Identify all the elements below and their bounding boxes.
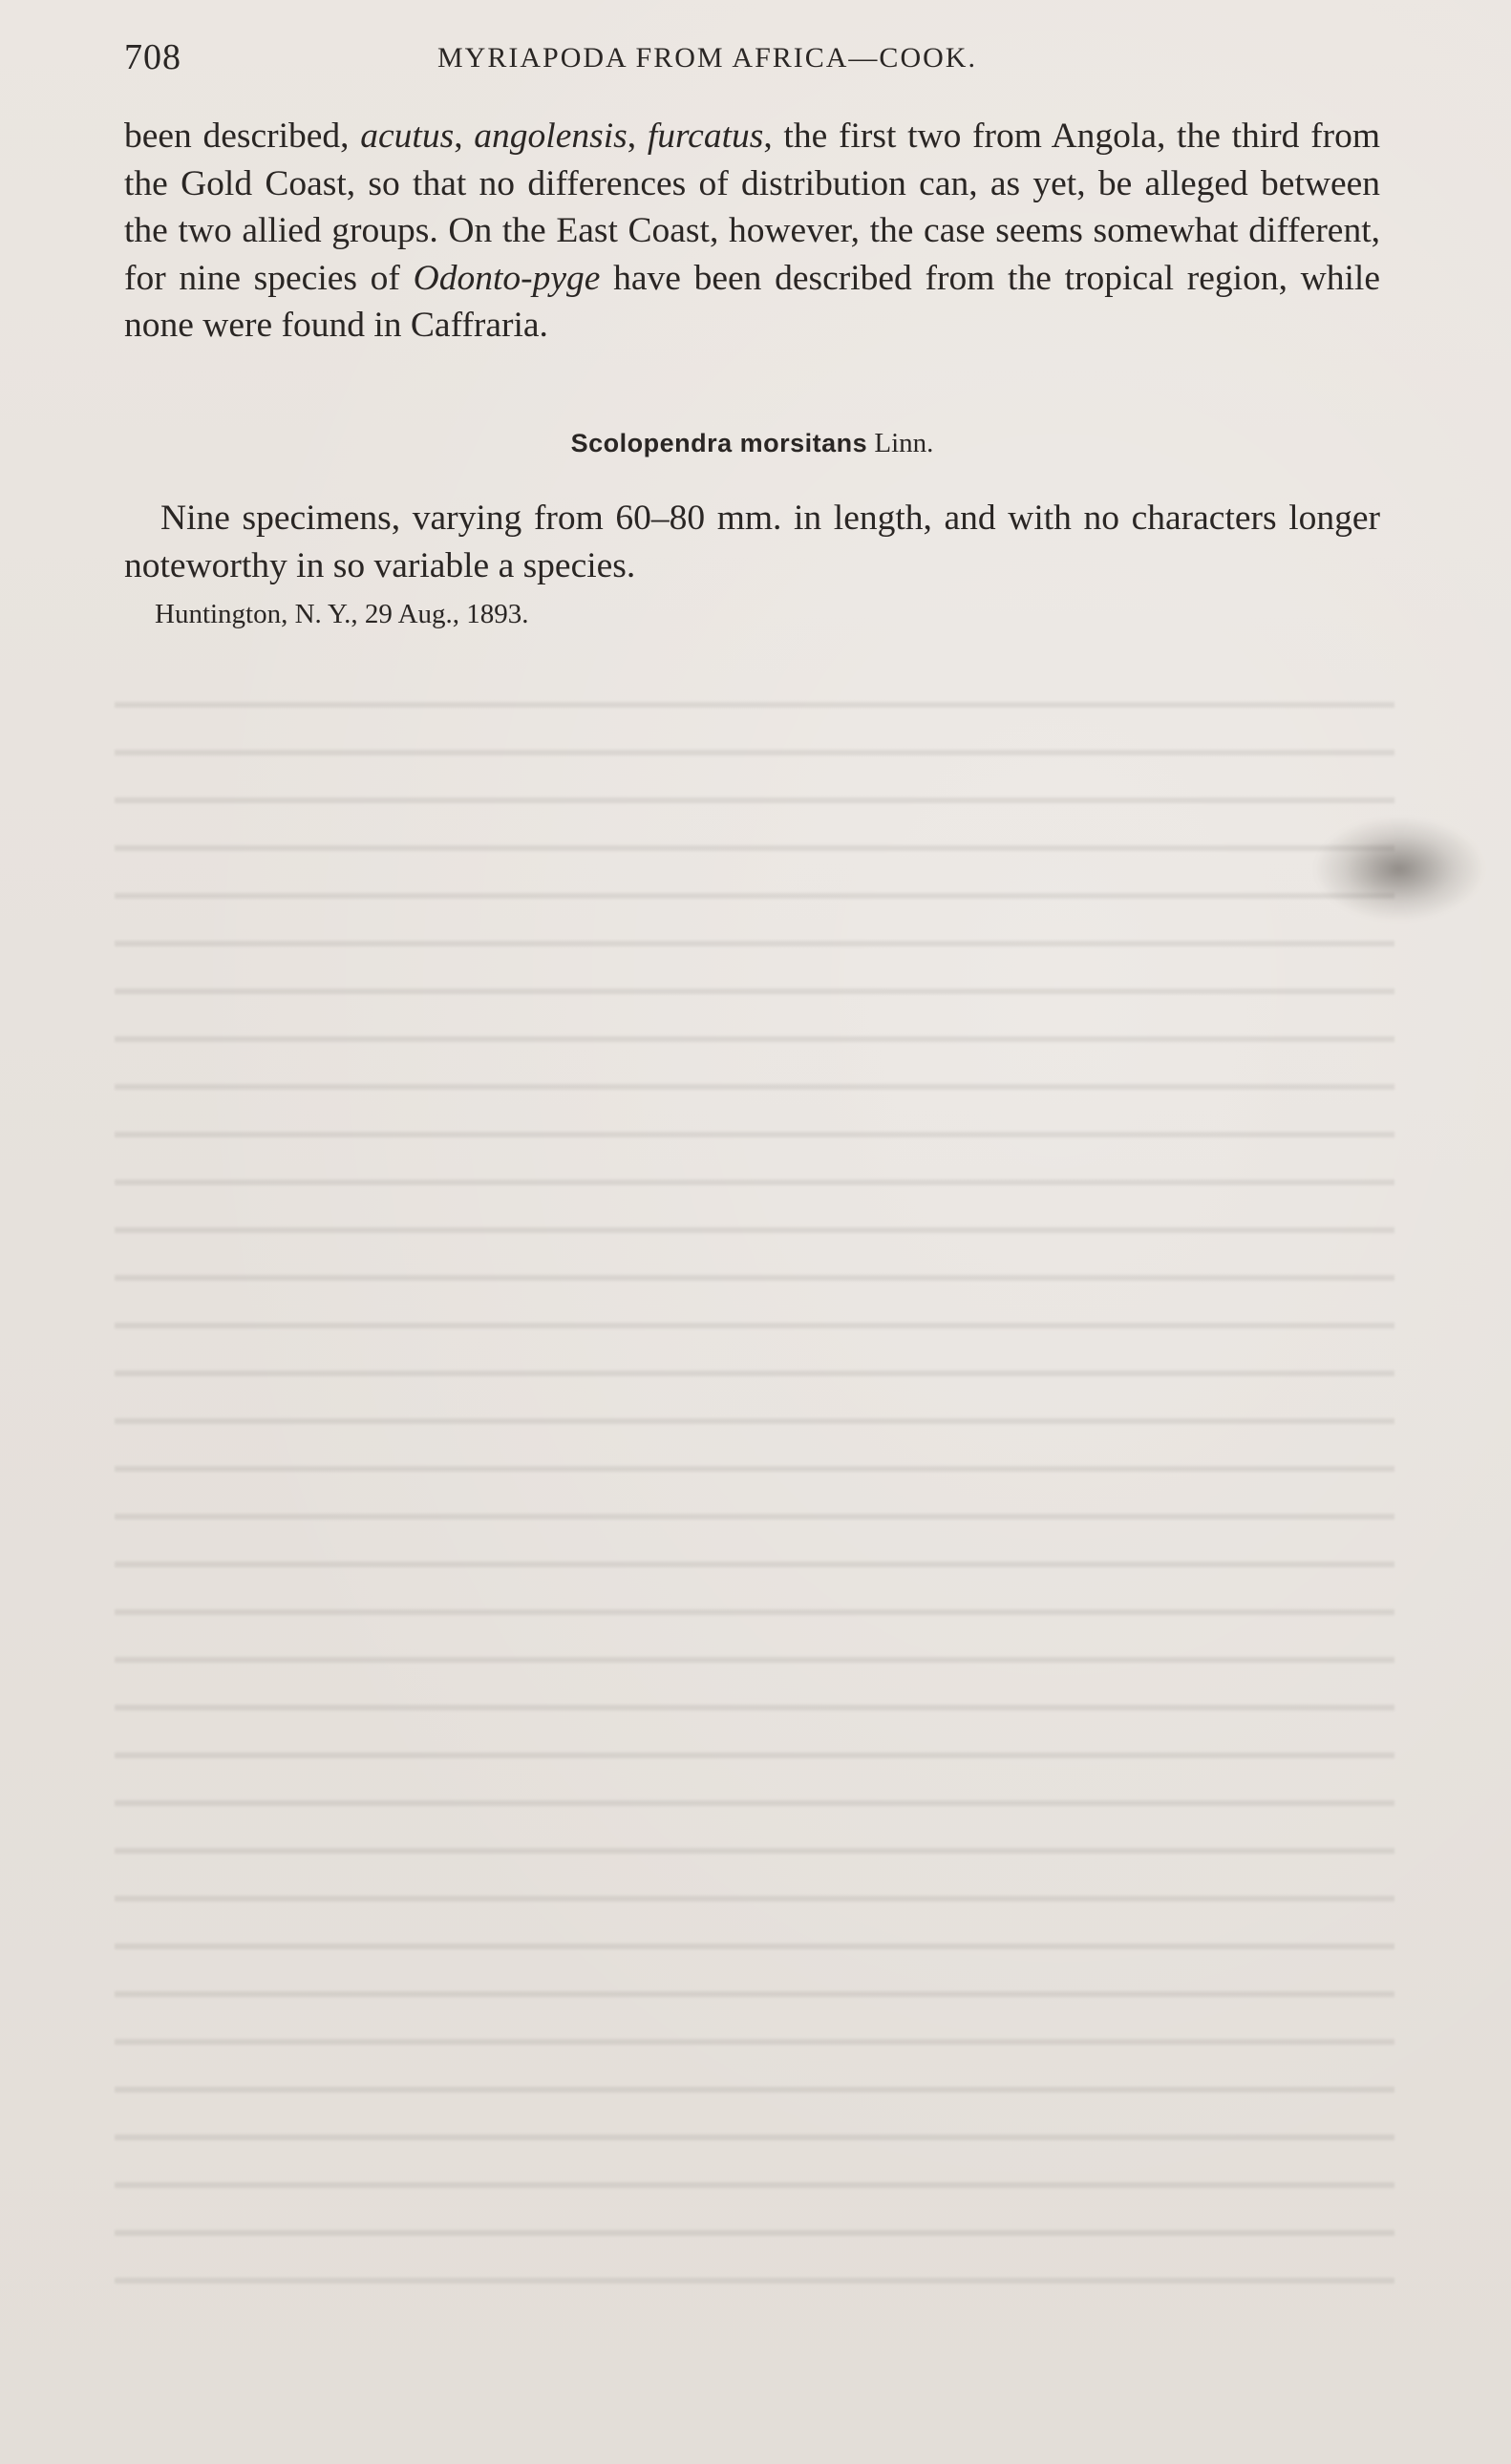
para1-text-3: , (627, 117, 648, 156)
para1-text-4: , the first two from Angola, the third from the Gold Coast, so that no differences of distribution can, as yet, be alleged between the two allied groups. On the East Coast, however, the case seems somewhat different, for nine species of (124, 117, 1381, 298)
genus-odontopyge: Odonto-pyge (413, 258, 601, 298)
species-acutus: acutus (360, 117, 455, 156)
page-header (124, 36, 1385, 84)
species-heading (124, 428, 1380, 459)
paragraph-2: Nine specimens, varying from 60–80 mm. in length, and with no characters longer noteworthy in so variable a species. (124, 499, 1380, 585)
para1-text-5: have been described from the tropical region, while none were found in Caffraria. (124, 258, 1380, 345)
para1-text-1: been described, (124, 117, 361, 156)
species-furcatus: furcatus (647, 117, 764, 156)
species-name: Scolopendra morsitans (570, 429, 868, 457)
paragraph-1 (124, 113, 1380, 350)
para1-text-2: , (454, 117, 475, 156)
signoff: Huntington, N. Y., 29 Aug., 1893. (155, 599, 529, 629)
ink-smudge (1313, 817, 1485, 922)
bleed-through-texture (115, 669, 1394, 2292)
page-number: 708 (124, 37, 181, 77)
species-angolensis: angolensis (474, 117, 628, 156)
species-author: Linn. (874, 428, 934, 458)
running-head: MYRIAPODA FROM AFRICA—COOK. (437, 42, 977, 74)
